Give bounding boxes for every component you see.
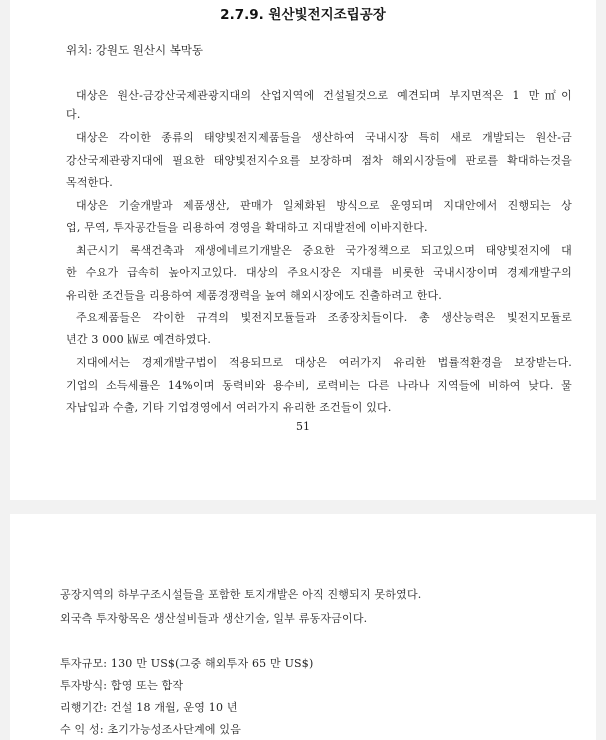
paragraph-line: 유리한 조건들을 리용하여 제품경쟁력을 높여 해외시장에도 진출하려고 한다. [66, 289, 443, 302]
paragraph-line: 주요제품들은 각이한 규격의 빛전지모듈들과 조종장치들이다. 총 생산능력은 빛전지모듈로 [76, 311, 572, 324]
paragraph-line: 기업의 소득세률은 14%이며 동력비와 용수비, 로력비는 다른 나라나 지역들에 비하여 낮다. 물 [66, 379, 572, 392]
paragraph-line: 대상은 원산-금강산국제관광지대의 산업지역에 건설될것으로 예견되며 부지면적은 1 만㎡이 [76, 89, 572, 102]
paragraph-line: 강산국제관광지대에 필요한 태양빛전지수요를 보장하며 점차 해외시장들에 판로를 확대하는것을 [66, 154, 572, 167]
detail-line: 리행기간: 건설 18 개월, 운영 10 년 [60, 701, 238, 714]
paragraph-line: 대상은 각이한 종류의 태양빛전지제품들을 생산하여 국내시장 특히 새로 개발되는 원산-금 [76, 131, 572, 144]
detail-line: 투자규모: 130 만 US$(그중 해외투자 65 만 US$) [60, 657, 314, 670]
paragraph-line: 외국측 투자항목은 생산설비들과 생산기술, 일부 류동자금이다. [60, 612, 368, 625]
paragraph-line: 목적한다. [66, 176, 114, 189]
paragraph-line: 공장지역의 하부구조시설들을 포함한 토지개발은 아직 진행되지 못하였다. [60, 588, 422, 601]
page-number: 51 [296, 420, 310, 433]
paragraph-line: 업, 무역, 투자공간들을 리용하여 경영을 확대하고 지대발전에 이바지한다. [66, 221, 428, 234]
document-page-2 [10, 514, 596, 740]
paragraph-line: 년간 3 000 ㎾로 예견하였다. [66, 333, 212, 346]
paragraph-line: 자납입과 수출, 기타 기업경영에서 여러가지 유리한 조건들이 있다. [66, 401, 392, 414]
detail-line: 수 익 성: 초기가능성조사단계에 있음 [60, 723, 242, 736]
document-page-1 [10, 0, 596, 500]
paragraph-line: 한 수요가 급속히 높아지고있다. 대상의 주요시장은 지대를 비롯한 국내시장이며 경제개발구의 [66, 266, 572, 279]
location-line: 위치: 강원도 원산시 복막동 [66, 43, 204, 57]
paragraph-line: 최근시기 록색건축과 재생에네르기개발은 중요한 국가정책으로 되고있으며 태양빛전지에 대 [76, 244, 572, 257]
section-heading: 2.7.9. 원산빛전지조립공장 [220, 7, 386, 23]
detail-line: 투자방식: 합영 또는 합작 [60, 679, 184, 692]
paragraph-line: 다. [66, 108, 81, 121]
paragraph-line: 대상은 기술개발과 제품생산, 판매가 일체화된 방식으로 운영되며 지대안에서 진행되는 상 [76, 199, 572, 212]
paragraph-line: 지대에서는 경제개발구법이 적용되므로 대상은 여러가지 유리한 법률적환경을 보장받는다. [76, 356, 572, 369]
